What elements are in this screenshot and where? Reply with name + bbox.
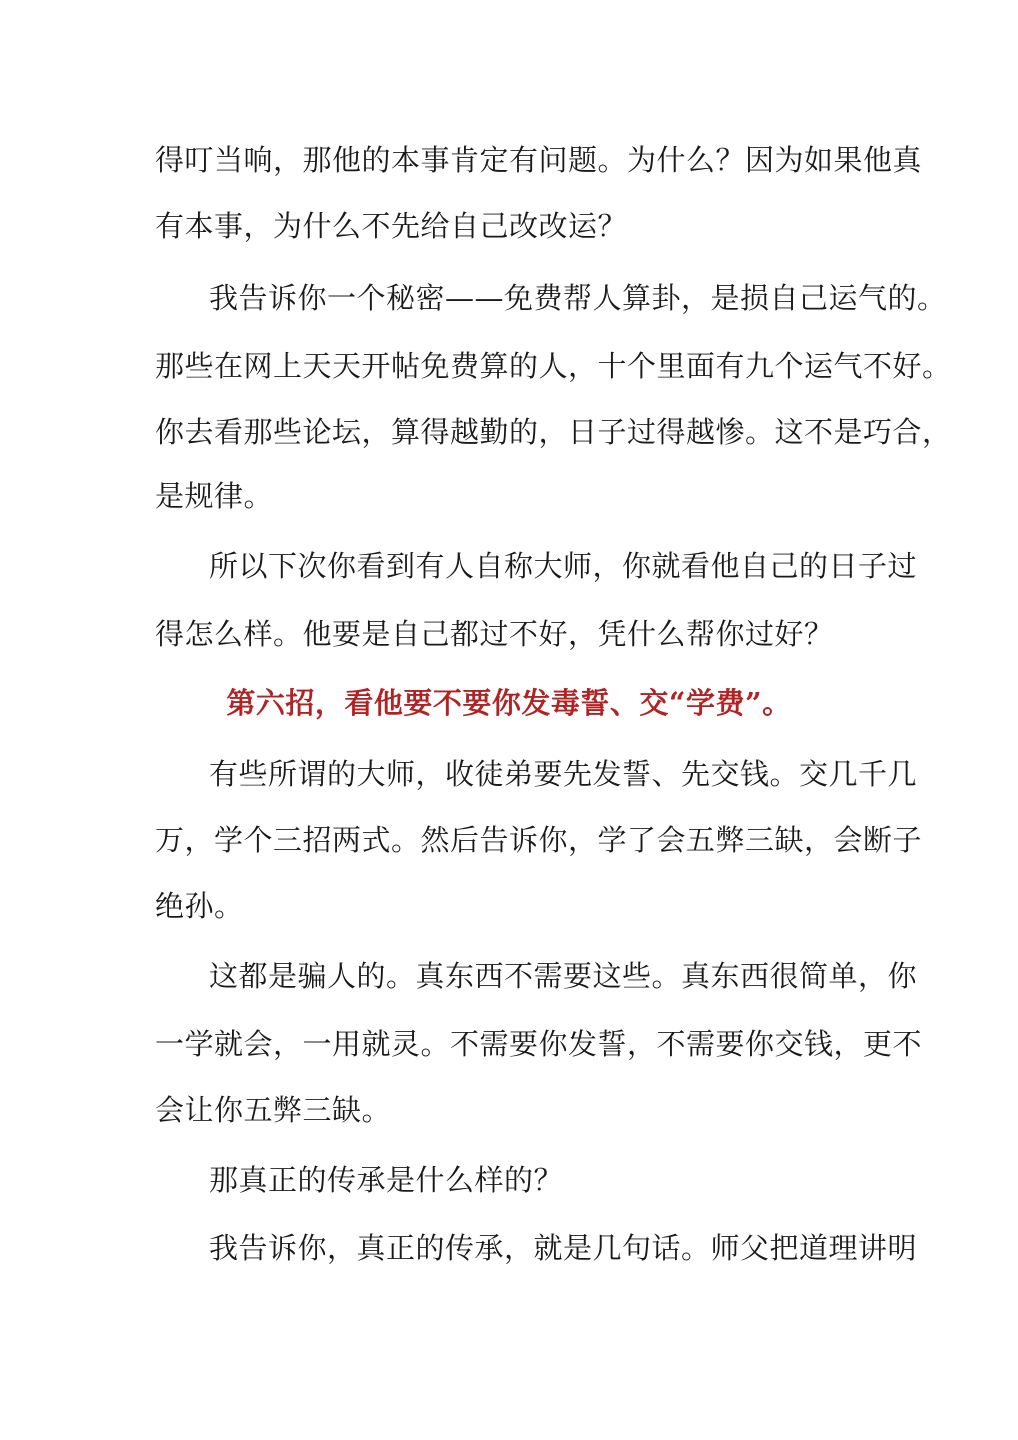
- para2-line3: 你去看那些论坛，算得越勤的，日子过得越惨。这不是巧合，: [155, 415, 952, 449]
- para2-line4: 是规律。: [155, 479, 274, 513]
- para5-line1: 这都是骗人的。真东西不需要这些。真东西很简单，你: [209, 959, 918, 993]
- para5-line2: 一学就会，一用就灵。不需要你发誓，不需要你交钱，更不: [155, 1027, 923, 1061]
- para2-line1: 我告诉你一个秘密——免费帮人算卦，是损自己运气的。: [209, 281, 947, 315]
- para1-line2: 有本事，为什么不先给自己改改运？: [155, 209, 628, 243]
- para2-line2: 那些在网上天天开帖免费算的人，十个里面有九个运气不好。: [155, 349, 952, 383]
- para1-line1: 得叮当响，那他的本事肯定有问题。为什么？因为如果他真: [155, 143, 923, 177]
- para7-line1: 我告诉你，真正的传承，就是几句话。师父把道理讲明: [209, 1231, 918, 1265]
- para5-line3: 会让你五弊三缺。: [155, 1093, 392, 1127]
- para3-line2: 得怎么样。他要是自己都过不好，凭什么帮你过好？: [155, 617, 834, 651]
- section-heading: 第六招，看他要不要你发毒誓、交“学费”。: [226, 686, 792, 720]
- para4-line3: 绝孙。: [155, 889, 244, 923]
- para3-line1: 所以下次你看到有人自称大师，你就看他自己的日子过: [209, 549, 918, 583]
- para4-line2: 万，学个三招两式。然后告诉你，学了会五弊三缺，会断子: [155, 823, 923, 857]
- para6-line1: 那真正的传承是什么样的？: [209, 1163, 564, 1197]
- para4-line1: 有些所谓的大师，收徒弟要先发誓、先交钱。交几千几: [209, 757, 918, 791]
